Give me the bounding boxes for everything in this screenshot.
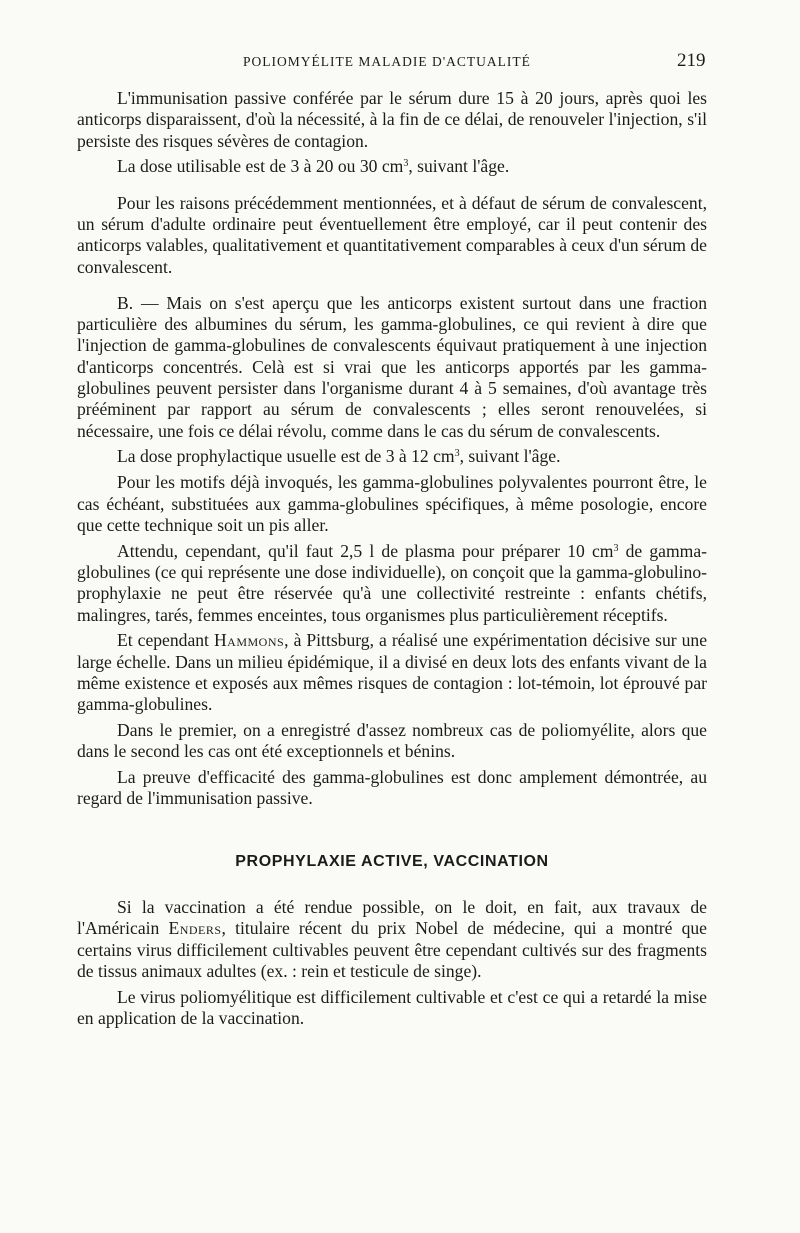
author-name: Enders [168,918,222,939]
paragraph: Le virus poliomyélitique est difficilement cultivable et c'est ce qui a retardé la mise en application de la vaccination. [77,986,707,1028]
running-header [0,50,800,76]
paragraph [77,541,707,626]
paragraph: Pour les raisons précédemment mentionnées, et à défaut de sérum de convalescent, un sérum d'adulte ordinaire peut éventuellement être employé, car il peut contenir des anticorps valables, qualitativement et quantitativement comparables à ceux d'un sérum de convalescent. [77,192,707,277]
paragraph: L'immunisation passive conférée par le sérum dure 15 à 20 jours, après quoi les anticorps disparaissent, d'où la nécessité, à la fin de ce délai, de renouveler l'injection, s'il persiste des risques sévères de contagion. [77,88,707,151]
paragraph [77,630,707,715]
superscript: 3 [454,448,460,460]
paragraph-text: , à Pittsburg, a réalisé une expérimentation décisive sur une large échelle. Dans un milieu épidémique, il a divisé en deux lots des enfants vivant de la même existence et exposés aux mêmes risques de contagion : lot-témoin, lot éprouvé par gamma-globulines. [77,630,707,715]
paragraph [77,446,707,467]
page-number: 219 [677,50,706,71]
paragraph-text: , titulaire récent du prix Nobel de médecine, qui a montré que certains virus difficilement cultivables peuvent être cependant cultivés sur des fragments de tissus animaux adultes (ex. : rein et testicule de singe). [77,918,707,981]
paragraph-text: , suivant l'âge. [459,446,561,467]
paragraph-text: Si la vaccination a été rendue possible, on le doit, en fait, aux travaux de l'Américain [77,897,707,939]
paragraph [77,156,707,177]
superscript: 3 [613,542,619,554]
paragraph: Dans le premier, on a enregistré d'assez nombreux cas de poliomyélite, alors que dans le second les cas ont été exceptionnels et bénins. [77,720,707,762]
paragraph: La preuve d'efficacité des gamma-globulines est donc amplement démontrée, au regard de l'immunisation passive. [77,767,707,809]
body-text [77,88,707,1034]
author-name: Hammons [213,630,285,651]
paragraph-text: La dose prophylactique usuelle est de 3 à 12 cm [117,446,455,467]
running-title: POLIOMYÉLITE MALADIE D'ACTUALITÉ [243,54,531,69]
paragraph-text: , suivant l'âge. [408,156,510,177]
superscript: 3 [403,158,409,170]
paragraph-text: La dose utilisable est de 3 à 20 ou 30 cm [117,156,404,177]
section-heading: PROPHYLAXIE ACTIVE, VACCINATION [235,852,549,870]
paragraph-text: de gamma-globulines (ce qui représente une dose individuelle), on conçoit que la gamma-globulino-prophylaxie ne peut être réservée qu'à une collectivité restreinte : enfants chétifs, malingres, tarés, femmes enceintes, tous organismes plus particulièrement réceptifs. [77,540,707,625]
paragraph-text: Attendu, cependant, qu'il faut 2,5 l de plasma pour préparer 10 cm [117,540,614,561]
paragraph [77,897,707,982]
paragraph-text: Et cependant [117,630,214,651]
paragraph: Pour les motifs déjà invoqués, les gamma-globulines polyvalentes pourront être, le cas échéant, substituées aux gamma-globulines spécifiques, à même posologie, encore que cette technique soit un pis aller. [77,472,707,535]
paragraph: B. — Mais on s'est aperçu que les anticorps existent surtout dans une fraction particulière des albumines du sérum, les gamma-globulines, ce qui revient à dire que l'injection de gamma-globulines de convalescents équivaut pratiquement à une injection d'anticorps concentrés. Celà est si vrai que les anticorps apportés par les gamma-globulines peuvent persister dans l'organisme durant 4 à 5 semaines, d'où avantage très prééminent par rapport au sérum de convalescents ; elles seront renouvelées, si nécessaire, une fois ce délai révolu, comme dans le cas du sérum de convalescents. [77,292,707,441]
